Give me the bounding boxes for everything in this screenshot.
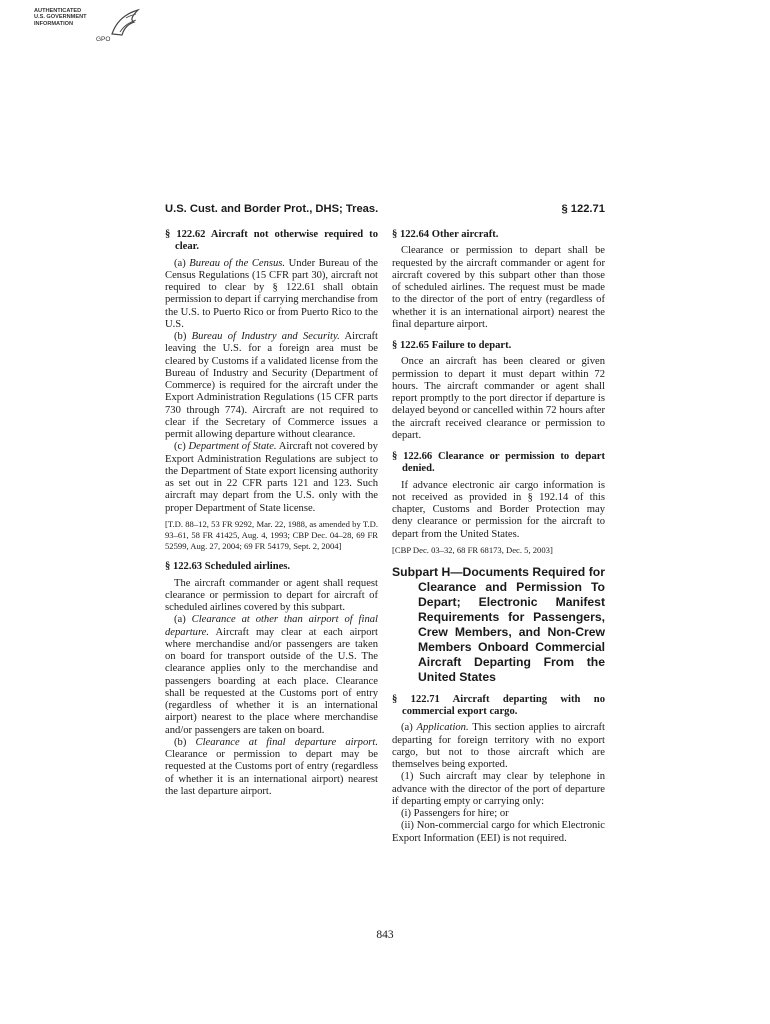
gpo-authentication-badge [34,8,144,54]
paragraph-marker: (a) [174,614,186,626]
paragraph-122-71-a-1: (1) Such aircraft may clear by telephone in advance with the director of the port of departure if departing empty or carrying only: [392,771,605,807]
gpo-badge-line: U.S. GOVERNMENT [34,14,87,21]
paragraph-122-62-c [165,441,378,515]
gpo-badge-line: INFORMATION [34,20,74,27]
paragraph-text: Aircraft leaving the U.S. for a foreign area must be cleared by Customs if a validated license from the Bureau of Industry and Security (Department of Commerce) is required for the aircraft under the Export Administration Regulations (15 CFR parts 730 through 774). Aircraft are not required to clear if the Secretary of Commerce issues a permit allowing departure without clearance. [165,331,378,440]
gpo-badge-text [34,8,87,27]
citation-122-66: [CBP Dec. 03–32, 68 FR 68173, Dec. 5, 2003] [392,544,553,555]
paragraph-label: Department of State. [188,441,277,453]
gpo-logo-name: GPO [96,36,111,43]
paragraph-122-71-a-1-ii: (ii) Non-commercial cargo for which Electronic Export Information (EEI) is not required. [392,820,605,844]
section-heading-122-71: § 122.71 Aircraft departing with no commercial export cargo. [392,693,605,718]
section-heading-122-65: § 122.65 Failure to depart. [392,340,512,351]
left-column [165,229,378,798]
paragraph-marker: (a) [401,722,413,734]
citation-122-62: [T.D. 88–12, 53 FR 9292, Mar. 22, 1988, as amended by T.D. 93–61, 58 FR 41425, Aug. 4, 1993; CBP Dec. 04–28, 69 FR 52599, Aug. 27, 2004; 69 FR 54179, Sept. 2, 2004] [165,518,378,552]
paragraph-122-64: Clearance or permission to depart shall be requested by the aircraft commander or agent for aircraft covered by this subpart other than those of scheduled airlines. The request must be made to the director of the port of entry (regardless of whether it is an international airport) nearest the final departure airport. [392,245,605,330]
running-head-section: § 122.71 [561,203,605,215]
paragraph-122-66: If advance electronic air cargo information is not received as provided in § 192.14 of this chapter, Customs and Border Protection may deny clearance or permission for the aircraft to depart from the United States. [392,479,605,540]
paragraph-label: Bureau of Industry and Security. [191,331,340,342]
paragraph-label: Clearance at final departure airport. [195,736,378,748]
subpart-heading: Subpart H—Documents Required for Clearance and Permission To Depart; Electronic Manifest Requirements for Passengers, Crew Members, and Non-Crew Members Onboard Commercial Aircraft Departing From the United States [392,564,605,684]
paragraph-text: This section applies to aircraft departing for foreign territory with no export cargo, but not to those aircraft which are themselves being exported. [392,722,605,771]
running-head-agency: U.S. Cust. and Border Prot., DHS; Treas. [165,203,379,215]
paragraph-122-65: Once an aircraft has been cleared or given permission to depart it must depart within 72 hours. The aircraft commander or agent shall report promptly to the port director if departure is delayed beyond or cancelled within 72 hours after the aircraft received clearance or permission to depart. [392,356,605,441]
paragraph-label: Clearance at other than airport of final departure. [165,614,378,638]
paragraph-label: Bureau of the Census. [189,257,286,269]
paragraph-text: Under Bureau of the Census Regulations (15 CFR part 30), aircraft not required to clear by § 122.61 shall obtain permission to depart if carrying merchandise from the U.S. to Puerto Rico or from Puerto Rico to the U.S. [165,257,379,330]
section-heading-122-63: § 122.63 Scheduled airlines. [165,561,291,573]
section-heading-122-66: § 122.66 Clearance or permission to depart denied. [392,451,605,475]
eagle-icon [108,8,144,38]
paragraph-122-63-intro: The aircraft commander or agent shall request clearance or permission to depart for aircraft of scheduled airlines covered by this subpart. [165,577,378,614]
page-number: 843 [376,929,394,941]
paragraph-text: Aircraft may clear at each airport where merchandise and/or passengers are taken on board for transport outside of the U.S. The clearance applies only to the merchandise and passengers boarding at each place. Clearance shall be requested at the Customs port of entry (regardless of whether it is an international airport) nearest to the place where merchandise and/or passengers are taken on board. [165,626,378,736]
section-heading-122-62: § 122.62 Aircraft not otherwise required to clear. [165,229,378,253]
right-column [392,229,605,845]
paragraph-marker: (a) [174,257,186,269]
paragraph-122-63-a [165,614,378,737]
paragraph-marker: (b) [174,736,187,748]
paragraph-text: Aircraft not covered by Export Administration Regulations are subject to the Department of State export licensing authority as set out in 22 CFR parts 121 and 123. Such aircraft may depart from the U.S. only with the proper Department of State license. [165,441,378,514]
paragraph-122-62-a [165,258,378,332]
paragraph-text: Clearance or permission to depart may be requested at the Customs port of entry (regardless of whether it is an international airport) nearest the last departure airport. [165,749,378,797]
paragraph-122-71-a-1-i: (i) Passengers for hire; or [401,808,509,820]
paragraph-label: Application. [416,722,469,734]
gpo-badge-line: AUTHENTICATED [34,8,82,14]
paragraph-122-71-a [392,722,605,771]
paragraph-marker: (b) [174,331,187,342]
paragraph-122-63-b [165,737,378,798]
paragraph-122-62-b [165,331,378,441]
running-head [165,203,605,219]
paragraph-marker: (c) [174,441,186,453]
section-heading-122-64: § 122.64 Other aircraft. [392,229,499,240]
